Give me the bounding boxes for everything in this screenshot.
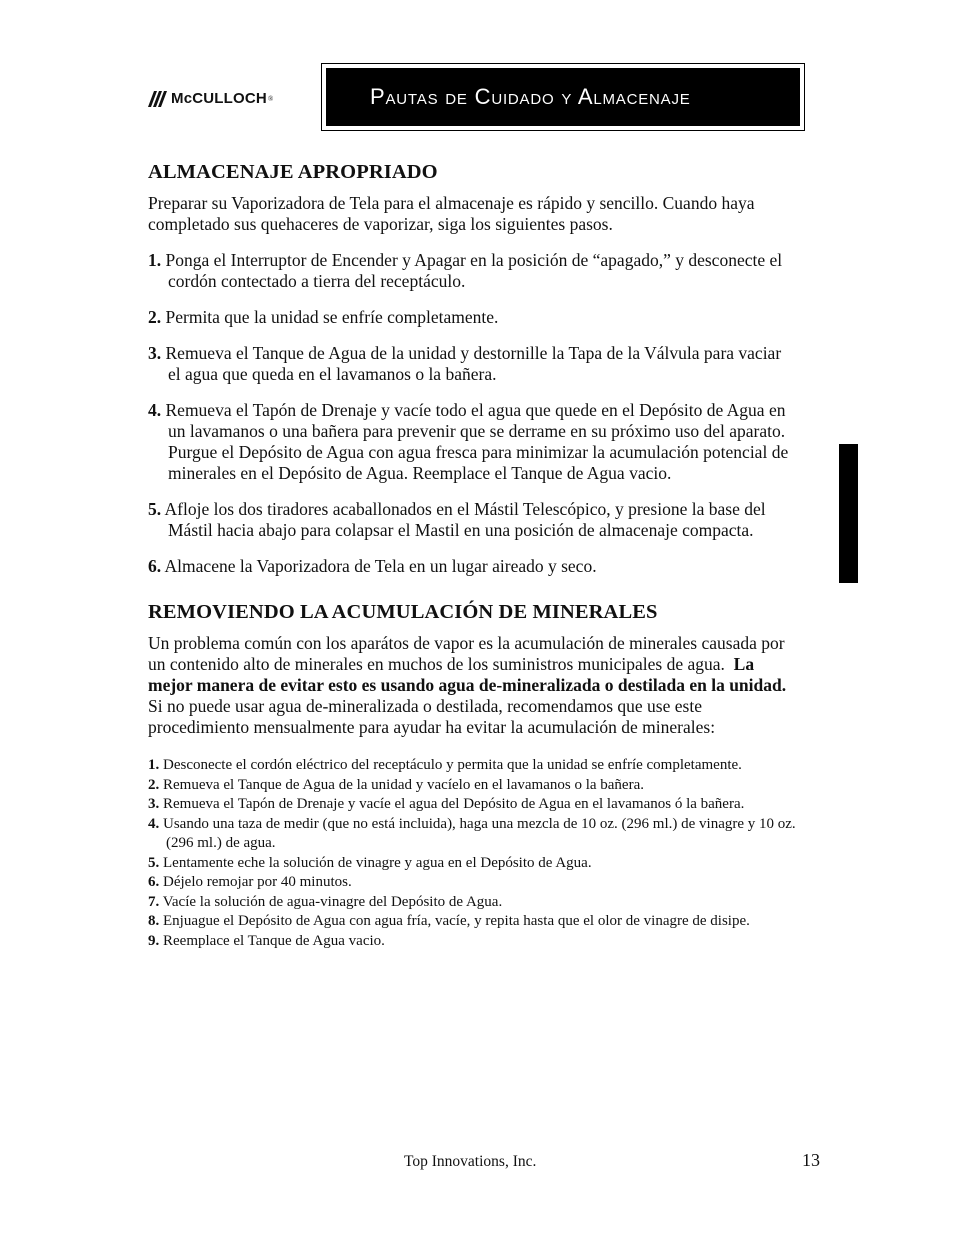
step-text: Reemplace el Tanque de Agua vacio.: [163, 932, 385, 949]
page-title: Pautas de Cuidado y Almacenaje: [326, 68, 800, 126]
list-item: [148, 556, 798, 577]
list-item: [148, 499, 798, 541]
step-number: 9.: [148, 932, 160, 949]
footer-company: Top Innovations, Inc.: [404, 1153, 537, 1170]
brand-logo: [148, 90, 273, 108]
step-number: 3.: [148, 796, 160, 812]
step-number: 5.: [148, 854, 160, 871]
page-number: 13: [802, 1150, 820, 1170]
step-text: Desconecte el cordón eléctrico del receptáculo y permita que la unidad se enfríe completamente.: [163, 757, 742, 773]
step-number: 4.: [148, 815, 160, 832]
main-content: [148, 160, 798, 951]
section1-intro: Preparar su Vaporizadora de Tela para el almacenaje es rápido y sencillo. Cuando haya completado sus quehaceres de vaporizar, siga los siguientes pasos.: [148, 193, 755, 234]
title-box: [321, 63, 805, 131]
section-tab-marker: [839, 444, 858, 583]
step-text: Remueva el Tapón de Drenaje y vacíe el agua del Depósito de Agua en el lavamanos ó la bañera.: [163, 796, 745, 812]
mineral-steps: [148, 756, 798, 951]
storage-steps: [148, 250, 798, 577]
intro-text-end: Si no puede usar agua de-mineralizada o destilada, recomendamos que use este procedimiento mensualmente para ayudar ha evitar la acumulación de minerales:: [148, 696, 716, 737]
section2-heading: REMOVIENDO LA ACUMULACIÓN DE MINERALES: [148, 601, 658, 623]
step-text: Vacíe la solución de agua-vinagre del Depósito de Agua.: [162, 893, 503, 910]
list-item: [148, 343, 798, 385]
step-text: Enjuague el Depósito de Agua con agua fría, vacíe, y repita hasta que el olor de vinagre de disipe.: [163, 913, 750, 929]
list-item: [148, 932, 798, 952]
step-text: Remueva el Tapón de Drenaje y vacíe todo el agua que quede en el Depósito de Agua en un lavamanos o una bañera para prevenir que se derrame en su próximo uso del aparato. Purgue el Depósito de Agua con agua fresca para minimizar la acumulación potencial de minerales en el Depósito de Agua. Reemplace el Tanque de Agua vacio.: [165, 400, 789, 483]
step-number: 1.: [148, 250, 162, 270]
list-item: [148, 776, 798, 796]
step-text: Afloje los dos tiradores acaballonados en el Mástil Telescópico, y presione la base del Mástil hacia abajo para colapsar el Mastil en una posición de almacenaje compacta.: [164, 499, 766, 540]
step-text: Usando una taza de medir (que no está incluida), haga una mezcla de 10 oz. (296 ml.) de vinagre y 10 oz. (296 ml.) de agua.: [163, 815, 796, 851]
step-number: 2.: [148, 776, 160, 793]
step-number: 5.: [148, 499, 162, 519]
step-number: 2.: [148, 307, 162, 327]
step-number: 6.: [148, 874, 160, 890]
step-text: Ponga el Interruptor de Encender y Apagar en la posición de “apagado,” y desconecte el cordón contectado a tierra del receptáculo.: [165, 250, 783, 291]
intro-bold-text: La mejor manera de evitar esto es usando agua de-mineralizada o destilada en la unidad.: [148, 654, 787, 695]
brand-mark-icon: [148, 91, 168, 107]
list-item: [148, 400, 798, 484]
step-number: 6.: [148, 556, 162, 576]
list-item: [148, 893, 798, 913]
step-text: Almacene la Vaporizadora de Tela en un lugar aireado y seco.: [164, 556, 597, 576]
section1-heading: ALMACENAJE APROPRIADO: [148, 161, 438, 183]
step-number: 4.: [148, 400, 162, 420]
step-text: Déjelo remojar por 40 minutos.: [163, 874, 352, 890]
intro-text: Un problema común con los aparátos de vapor es la acumulación de minerales causada por un contenido alto de minerales en muchos de los suministros municipales de agua.: [148, 633, 785, 674]
list-item: [148, 307, 798, 328]
list-item: [148, 912, 798, 932]
step-text: Remueva el Tanque de Agua de la unidad y vacíelo en el lavamanos o la bañera.: [163, 776, 644, 793]
list-item: [148, 795, 798, 815]
step-text: Permita que la unidad se enfríe completamente.: [165, 307, 499, 327]
step-text: Remueva el Tanque de Agua de la unidad y destornille la Tapa de la Válvula para vaciar el agua que queda en el lavamanos o la bañera.: [165, 343, 782, 384]
registered-mark: ®: [267, 95, 274, 103]
section2-intro: [148, 633, 798, 738]
list-item: [148, 250, 798, 292]
list-item: [148, 756, 798, 776]
step-number: 1.: [148, 757, 160, 773]
list-item: [148, 854, 798, 874]
step-text: Lentamente eche la solución de vinagre y agua en el Depósito de Agua.: [163, 854, 592, 871]
step-number: 8.: [148, 913, 160, 929]
step-number: 3.: [148, 343, 162, 363]
brand-name: McCULLOCH: [171, 90, 267, 107]
list-item: [148, 815, 798, 854]
step-number: 7.: [148, 893, 160, 910]
list-item: [148, 873, 798, 893]
